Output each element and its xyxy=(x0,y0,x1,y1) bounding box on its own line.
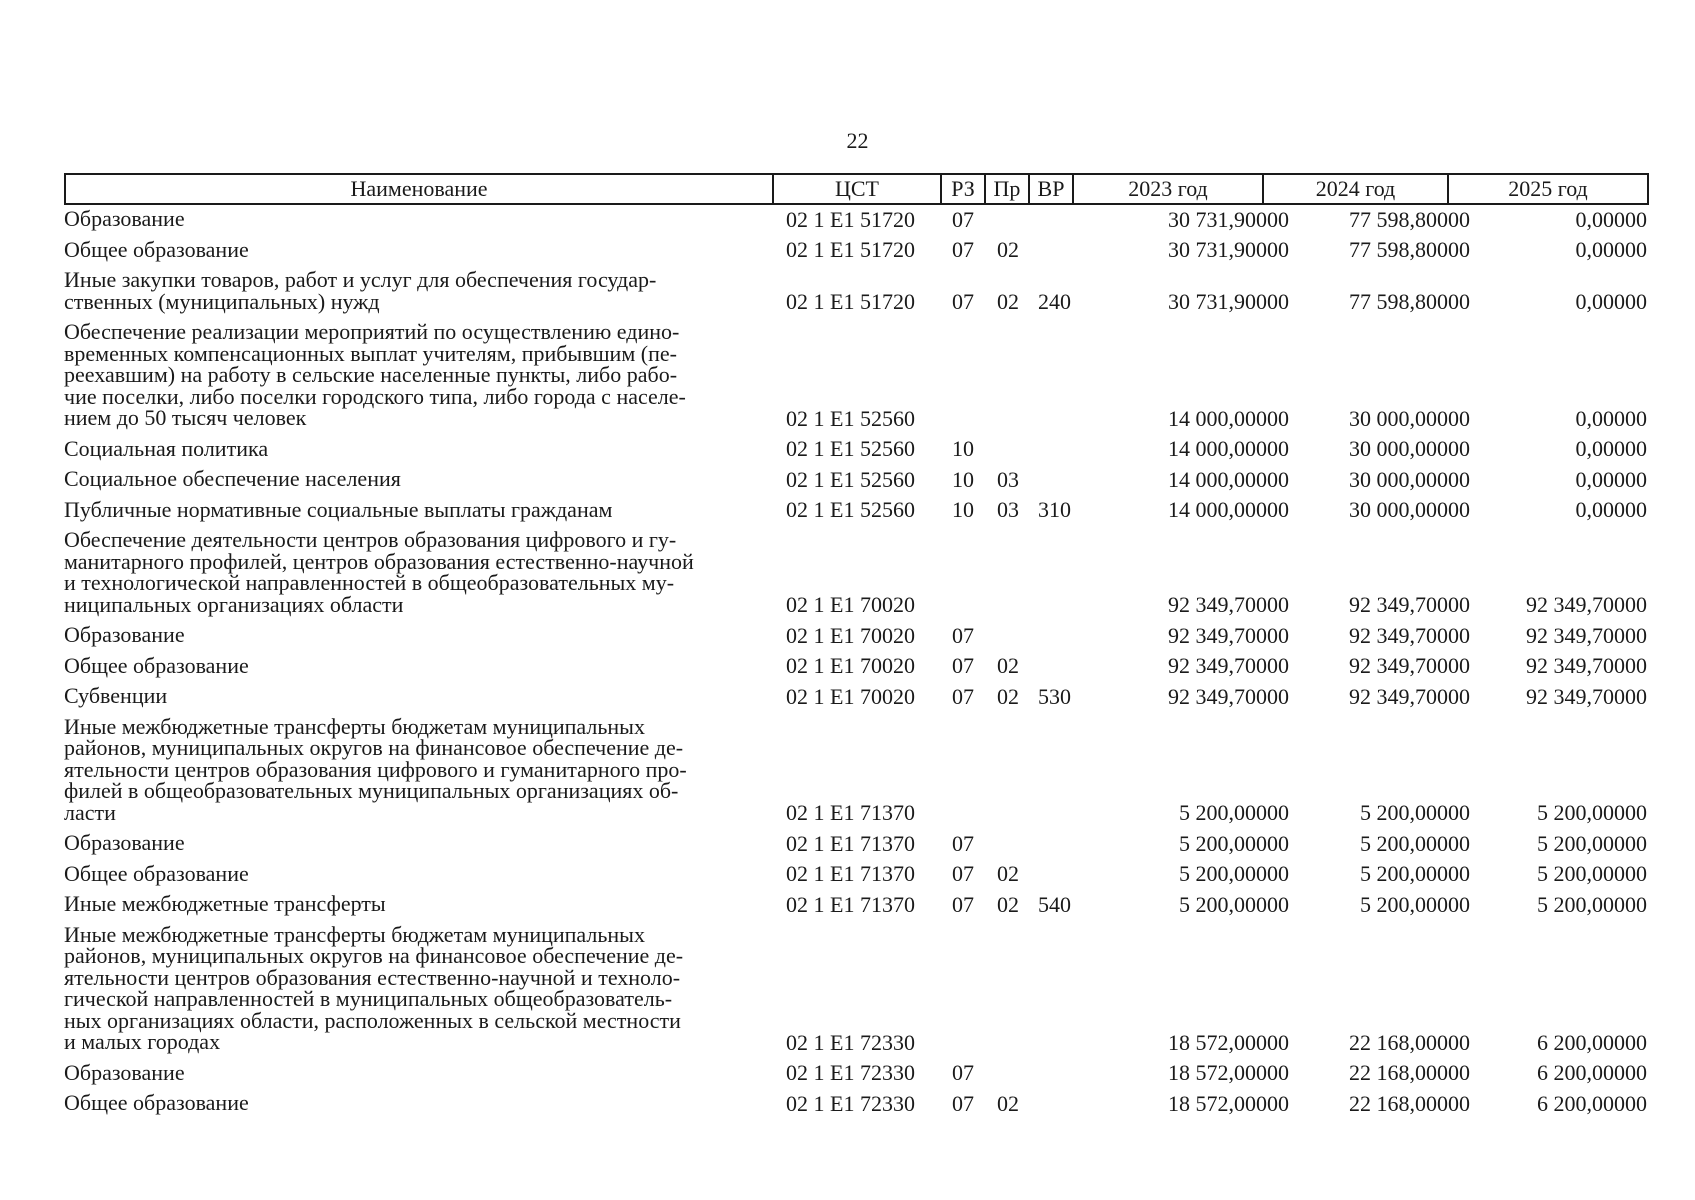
row-rz: 07 xyxy=(952,891,974,917)
row-pr: 02 xyxy=(997,289,1019,314)
row-amount-2024: 77 598,80000 xyxy=(1349,237,1470,262)
row-cst: 02 1 E1 70020 xyxy=(786,653,915,678)
row-pr: 02 xyxy=(997,861,1019,886)
row-name: Образование xyxy=(64,206,185,231)
table-row xyxy=(64,654,1649,685)
row-rz: 10 xyxy=(952,436,974,461)
row-rz: 07 xyxy=(952,622,974,648)
row-amount-2023: 5 200,00000 xyxy=(1179,800,1289,825)
table-row xyxy=(64,207,1649,238)
row-name: Обеспечение реализации мероприятий по осуществлению едино- временных компенсационных выплат учителям, прибывшим (пе- реехавшим) на работу в сельские населенные пункты, либо рабо- чие поселки, либо поселки городского типа, либо города с населе- нием до 50 тысяч человек xyxy=(64,319,686,430)
header-2025: 2025 год xyxy=(1447,175,1647,203)
row-rz: 07 xyxy=(952,683,974,709)
table-row xyxy=(64,320,1649,437)
row-amount-2023: 5 200,00000 xyxy=(1179,830,1289,856)
row-amount-2024: 30 000,00000 xyxy=(1349,436,1470,461)
row-amount-2025: 92 349,70000 xyxy=(1526,592,1647,617)
row-amount-2024: 92 349,70000 xyxy=(1349,622,1470,648)
row-amount-2024: 22 168,00000 xyxy=(1349,1090,1470,1116)
table-body xyxy=(64,207,1649,1122)
row-cst: 02 1 E1 51720 xyxy=(786,237,915,262)
header-pr: Пр xyxy=(984,175,1028,203)
row-name: Общее образование xyxy=(64,652,249,678)
row-pr: 03 xyxy=(997,497,1019,522)
row-rz: 07 xyxy=(952,237,974,262)
row-amount-2024: 77 598,80000 xyxy=(1349,289,1470,314)
row-vr: 530 xyxy=(1038,683,1071,709)
row-cst: 02 1 E1 72330 xyxy=(786,1060,915,1085)
table-row xyxy=(64,923,1649,1061)
row-amount-2024: 30 000,00000 xyxy=(1349,497,1470,522)
row-amount-2025: 6 200,00000 xyxy=(1537,1029,1647,1055)
header-rz: РЗ xyxy=(940,175,984,203)
table-row xyxy=(64,467,1649,498)
row-vr: 540 xyxy=(1038,891,1071,917)
row-amount-2024: 92 349,70000 xyxy=(1349,683,1470,709)
row-vr: 240 xyxy=(1038,289,1071,314)
row-amount-2023: 92 349,70000 xyxy=(1168,592,1289,617)
row-amount-2024: 5 200,00000 xyxy=(1360,800,1470,825)
row-amount-2024: 5 200,00000 xyxy=(1360,830,1470,856)
row-cst: 02 1 E1 52560 xyxy=(786,436,915,461)
row-amount-2024: 92 349,70000 xyxy=(1349,653,1470,678)
row-amount-2023: 18 572,00000 xyxy=(1168,1090,1289,1116)
row-cst: 02 1 E1 70020 xyxy=(786,592,915,617)
row-amount-2025: 0,00000 xyxy=(1575,436,1647,461)
row-amount-2025: 92 349,70000 xyxy=(1526,622,1647,648)
row-amount-2024: 22 168,00000 xyxy=(1349,1060,1470,1085)
table-row xyxy=(64,862,1649,893)
row-amount-2025: 0,00000 xyxy=(1575,405,1647,431)
row-rz: 07 xyxy=(952,861,974,886)
row-name: Обеспечение деятельности центров образования цифрового и гу- манитарного профилей, центров образования естественно-научной и технологической направленностей в общеобразовательных му- ниципальных организациях области xyxy=(64,527,694,617)
row-name: Общее образование xyxy=(64,236,249,262)
header-vr: ВР xyxy=(1028,175,1072,203)
row-amount-2025: 6 200,00000 xyxy=(1537,1090,1647,1116)
table-row xyxy=(64,528,1649,623)
row-name: Иные межбюджетные трансферты бюджетам муниципальных районов, муниципальных округов на финансовое обеспечение де- ятельности центров образования естественно-научной и техноло- гической направленностей в муниципальных общеобразователь- ных организациях области, расположенных в сельской местности и малых городах xyxy=(64,921,684,1054)
table-row xyxy=(64,715,1649,832)
row-amount-2023: 30 731,90000 xyxy=(1168,289,1289,314)
row-rz: 07 xyxy=(952,1060,974,1085)
row-pr: 03 xyxy=(997,466,1019,492)
row-pr: 02 xyxy=(997,891,1019,917)
row-amount-2023: 14 000,00000 xyxy=(1168,405,1289,431)
row-vr: 310 xyxy=(1038,497,1071,522)
row-cst: 02 1 E1 71370 xyxy=(786,861,915,886)
header-name: Наименование xyxy=(350,176,488,201)
row-cst: 02 1 E1 72330 xyxy=(786,1090,915,1116)
row-name: Образование xyxy=(64,622,185,647)
row-name: Социальное обеспечение населения xyxy=(64,466,401,491)
row-amount-2024: 30 000,00000 xyxy=(1349,466,1470,492)
row-amount-2025: 5 200,00000 xyxy=(1537,861,1647,886)
row-cst: 02 1 E1 71370 xyxy=(786,891,915,917)
row-amount-2023: 14 000,00000 xyxy=(1168,466,1289,492)
row-amount-2023: 30 731,90000 xyxy=(1168,206,1289,232)
row-cst: 02 1 E1 51720 xyxy=(786,206,915,232)
row-cst: 02 1 E1 51720 xyxy=(786,289,915,314)
row-amount-2025: 0,00000 xyxy=(1575,497,1647,522)
table-row xyxy=(64,437,1649,468)
row-name: Иные межбюджетные трансферты бюджетам муниципальных районов, муниципальных округов на финансовое обеспечение де- ятельности центров образования цифрового и гуманитарного про- филей в общеобразовательных муниципальных организациях об- ласти xyxy=(64,713,687,825)
header-2024: 2024 год xyxy=(1262,175,1447,203)
row-amount-2023: 92 349,70000 xyxy=(1168,622,1289,648)
row-name: Иные закупки товаров, работ и услуг для обеспечения государ- ственных (муниципальных) нужд xyxy=(64,267,657,314)
row-name: Социальная политика xyxy=(64,435,269,461)
row-amount-2023: 18 572,00000 xyxy=(1168,1029,1289,1055)
row-rz: 07 xyxy=(952,1090,974,1116)
table-row xyxy=(64,498,1649,529)
row-name: Иные межбюджетные трансферты xyxy=(64,891,386,916)
table-row xyxy=(64,623,1649,654)
table-row xyxy=(64,684,1649,715)
header-cst: ЦСТ xyxy=(772,175,940,203)
row-rz: 07 xyxy=(952,653,974,678)
row-amount-2023: 30 731,90000 xyxy=(1168,237,1289,262)
row-rz: 07 xyxy=(952,830,974,856)
row-pr: 02 xyxy=(997,237,1019,262)
row-cst: 02 1 E1 71370 xyxy=(786,830,915,856)
row-name: Образование xyxy=(64,830,185,855)
row-cst: 02 1 E1 52560 xyxy=(786,497,915,522)
row-rz: 07 xyxy=(952,289,974,314)
row-name: Образование xyxy=(64,1059,185,1085)
table-row xyxy=(64,238,1649,269)
row-pr: 02 xyxy=(997,653,1019,678)
table-header xyxy=(64,173,1649,205)
row-cst: 02 1 E1 71370 xyxy=(786,800,915,825)
row-amount-2025: 5 200,00000 xyxy=(1537,891,1647,917)
row-amount-2024: 30 000,00000 xyxy=(1349,405,1470,431)
row-amount-2025: 5 200,00000 xyxy=(1537,830,1647,856)
table-row xyxy=(64,892,1649,923)
row-cst: 02 1 E1 52560 xyxy=(786,466,915,492)
header-2023: 2023 год xyxy=(1072,175,1262,203)
row-cst: 02 1 E1 72330 xyxy=(786,1029,915,1055)
row-pr: 02 xyxy=(997,1090,1019,1116)
row-name: Субвенции xyxy=(64,683,168,708)
row-pr: 02 xyxy=(997,683,1019,709)
table-row xyxy=(64,1091,1649,1122)
row-amount-2023: 5 200,00000 xyxy=(1179,891,1289,917)
row-amount-2025: 0,00000 xyxy=(1575,466,1647,492)
row-amount-2024: 5 200,00000 xyxy=(1360,891,1470,917)
row-rz: 10 xyxy=(952,497,974,522)
row-amount-2023: 14 000,00000 xyxy=(1168,497,1289,522)
row-amount-2023: 5 200,00000 xyxy=(1179,861,1289,886)
row-amount-2025: 0,00000 xyxy=(1575,206,1647,232)
row-amount-2024: 5 200,00000 xyxy=(1360,861,1470,886)
row-name: Публичные нормативные социальные выплаты гражданам xyxy=(64,496,613,522)
row-amount-2025: 92 349,70000 xyxy=(1526,653,1647,678)
row-amount-2025: 0,00000 xyxy=(1575,289,1647,314)
row-amount-2024: 22 168,00000 xyxy=(1349,1029,1470,1055)
table-row xyxy=(64,831,1649,862)
row-amount-2023: 14 000,00000 xyxy=(1168,436,1289,461)
row-amount-2024: 92 349,70000 xyxy=(1349,592,1470,617)
budget-table xyxy=(64,173,1649,1122)
row-amount-2025: 92 349,70000 xyxy=(1526,683,1647,709)
row-amount-2025: 0,00000 xyxy=(1575,237,1647,262)
row-amount-2023: 18 572,00000 xyxy=(1168,1060,1289,1085)
row-amount-2025: 6 200,00000 xyxy=(1537,1060,1647,1085)
page-number: 22 xyxy=(846,128,869,153)
row-cst: 02 1 E1 70020 xyxy=(786,622,915,648)
row-rz: 10 xyxy=(952,466,974,492)
table-row xyxy=(64,268,1649,320)
row-name: Общее образование xyxy=(64,860,249,886)
table-row xyxy=(64,1061,1649,1092)
row-name: Общее образование xyxy=(64,1090,249,1115)
row-amount-2025: 5 200,00000 xyxy=(1537,800,1647,825)
row-cst: 02 1 E1 70020 xyxy=(786,683,915,709)
row-amount-2023: 92 349,70000 xyxy=(1168,653,1289,678)
row-amount-2023: 92 349,70000 xyxy=(1168,683,1289,709)
row-rz: 07 xyxy=(952,206,974,232)
row-amount-2024: 77 598,80000 xyxy=(1349,206,1470,232)
row-cst: 02 1 E1 52560 xyxy=(786,405,915,431)
